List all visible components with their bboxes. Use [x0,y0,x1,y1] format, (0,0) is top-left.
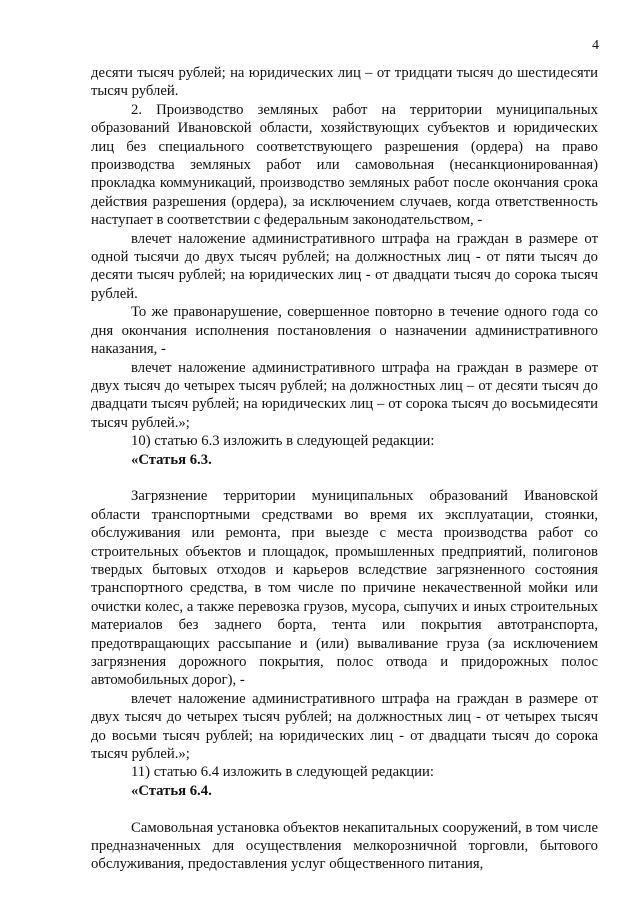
paragraph: десяти тысяч рублей; на юридических лиц – от тридцати тысяч до шестидесяти тысяч рублей. [91,65,598,100]
article-heading: «Статья 6.3. [131,451,212,468]
paragraph: 11) статью 6.4 изложить в следующей редакции: [131,764,434,781]
document-body [91,64,598,874]
paragraph: влечет наложение административного штрафа на граждан в размере от двух тысяч до четырех тысяч рублей; на должностных лиц - от четырех тысяч до восьми тысяч рублей; на юридических лиц - от двадцати тысяч до сорока тысяч рублей.»; [91,690,598,763]
paragraph: влечет наложение административного штрафа на граждан в размере от двух тысяч до четырех тысяч рублей; на должностных лиц – от десяти тысяч до двадцати тысяч рублей; на юридических лиц – от сорока тысяч до восьмидесяти тысяч рублей.»; [91,359,598,431]
paragraph: влечет наложение административного штрафа на граждан в размере от одной тысячи до двух тысяч рублей; на должностных лиц - от пяти тысяч до десяти тысяч рублей; на юридических лиц - от двадцати тысяч до сорока тысяч рублей. [91,230,598,302]
paragraph: Самовольная установка объектов некапитальных сооружений, в том числе предназначенных для осуществления мелкорозничной торговли, бытового обслуживания, предоставления услуг общественного питания, [91,819,598,873]
paragraph: 2. Производство земляных работ на территории муниципальных образований Ивановской области, хозяйствующих субъектов и юридических лиц без специального соответствующего разрешения (ордера) на право производства земляных работ или самовольная (несанкционированная) прокладка коммуникаций, производство земляных работ после окончания срока действия разрешения (ордера), за исключением случаев, когда ответственность наступает в соответствии с федеральным законодательством, - [91,101,598,229]
article-heading: «Статья 6.4. [131,782,212,799]
paragraph: То же правонарушение, совершенное повторно в течение одного года со дня окончания исполнения постановления о назначении административного наказания, - [91,304,598,358]
paragraph: 10) статью 6.3 изложить в следующей редакции: [131,433,435,450]
page-number: 4 [592,38,599,53]
paragraph: Загрязнение территории муниципальных образований Ивановской области транспортными средствами во время их эксплуатации, стоянки, обслуживания или ремонта, при выезде с места производства работ со строительных объектов и площадок, промышленных предприятий, полигонов твердых бытовых отходов и карьеров вследствие загрязненного состояния транспортного средства, в том числе по причине некачественной мойки или очистки колес, а также перевозка грузов, мусора, сыпучих и иных строительных материалов без заднего борта, тента или покрытия автотранспорта, предотвращающих рассыпание и (или) вываливание груза (за исключением загрязнения дорожного покрытия, полос отвода и придорожных полос автомобильных дорог), - [91,488,598,689]
